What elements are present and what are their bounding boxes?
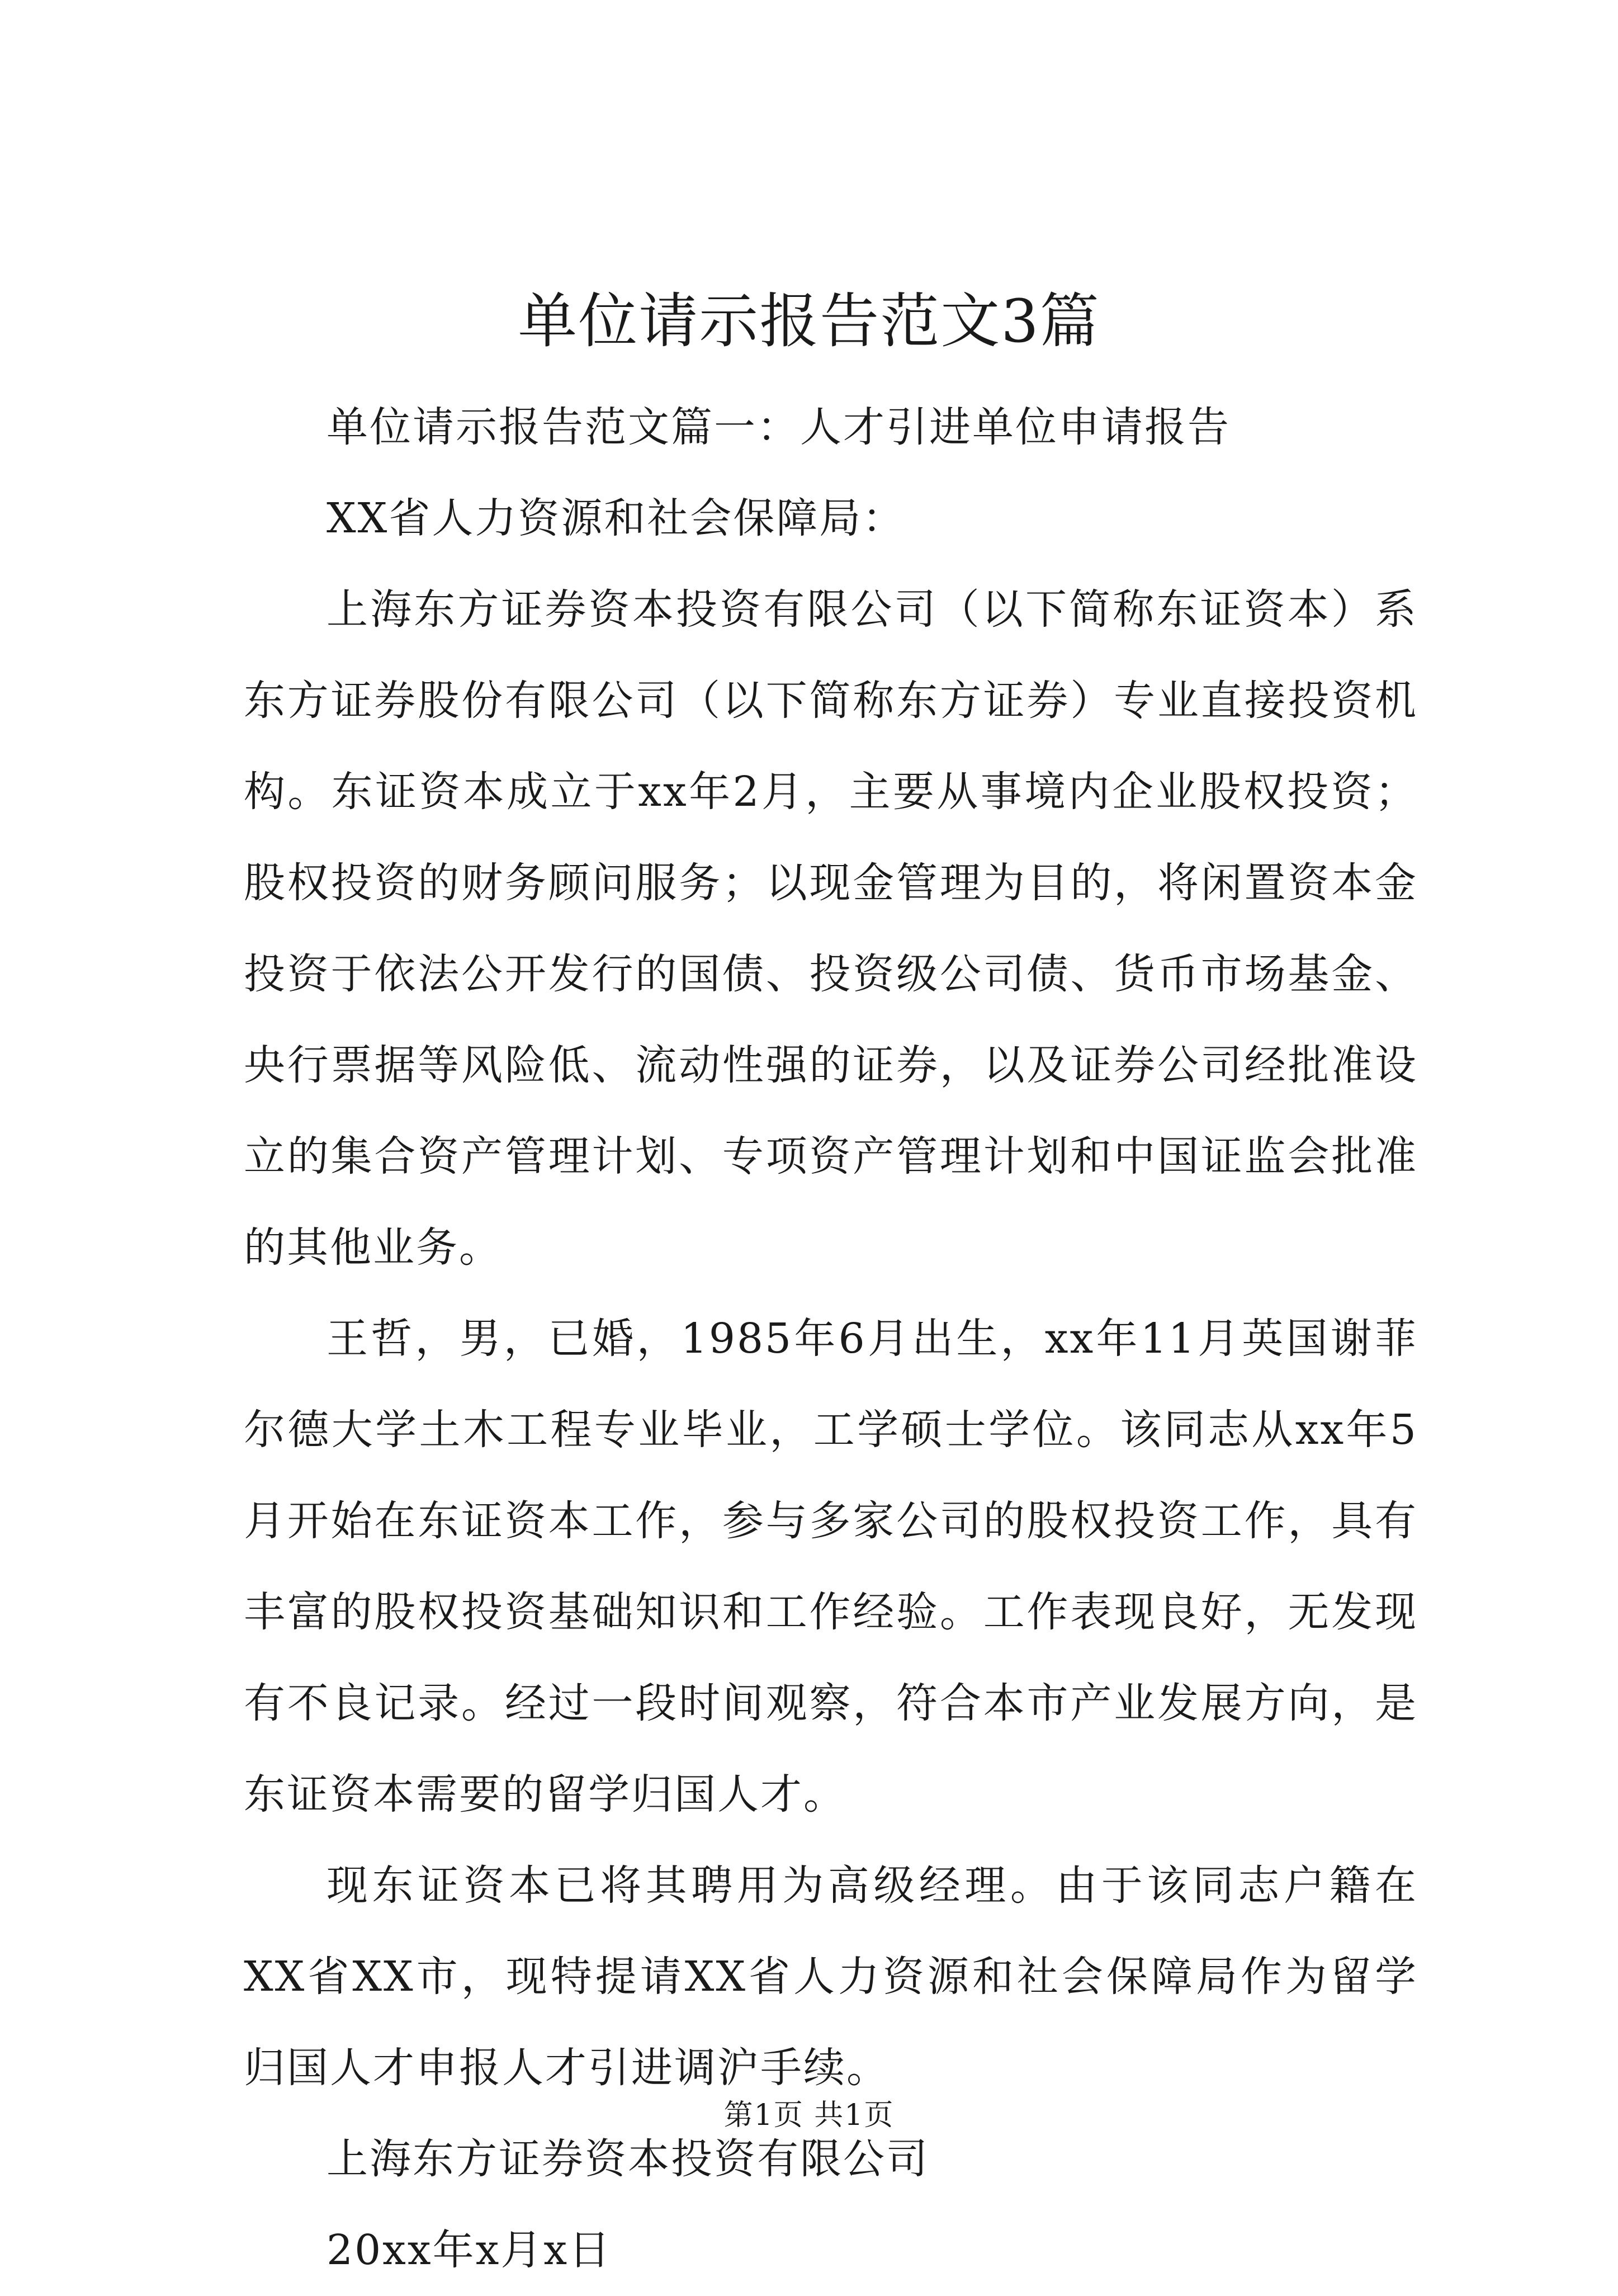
signature-company: 上海东方证券资本投资有限公司: [327, 2135, 929, 2183]
signature-date: 20xx年x月x日: [327, 2226, 612, 2274]
body-paragraph-candidate: 王哲，男，已婚，1985年6月出生，xx年11月英国谢菲尔德大学土木工程专业毕业，工学硕士学位。该同志从xx年5月开始在东证资本工作，参与多家公司的股权投资工作，具有丰富的股权投资基础知识和工作经验。工作表现良好，无发现有不良记录。经过一段时间观察，符合本市产业发展方向，是东证资本需要的留学归国人才。: [244, 1315, 1418, 1818]
section-heading: 单位请示报告范文篇一：人才引进单位申请报告: [327, 403, 1231, 451]
body-paragraph-request: 现东证资本已将其聘用为高级经理。由于该同志户籍在XX省XX市，现特提请XX省人力资源和社会保障局作为留学归国人才申报人才引进调沪手续。: [244, 1862, 1418, 2092]
body-paragraph-company-intro: 上海东方证券资本投资有限公司（以下简称东证资本）系东方证券股份有限公司（以下简称东方证券）专业直接投资机构。东证资本成立于xx年2月，主要从事境内企业股权投资；股权投资的财务顾问服务；以现金管理为目的，将闲置资本金投资于依法公开发行的国债、投资级公司债、货币市场基金、央行票据等风险低、流动性强的证券，以及证券公司经批准设立的集合资产管理计划、专项资产管理计划和中国证监会批准的其他业务。: [244, 585, 1418, 1272]
document-body: [244, 382, 1418, 2296]
addressee: XX省人力资源和社会保障局：: [327, 494, 906, 542]
page-number-footer: 第1页 共1页: [723, 2099, 895, 2132]
document-title: 单位请示报告范文3篇: [518, 287, 1100, 356]
